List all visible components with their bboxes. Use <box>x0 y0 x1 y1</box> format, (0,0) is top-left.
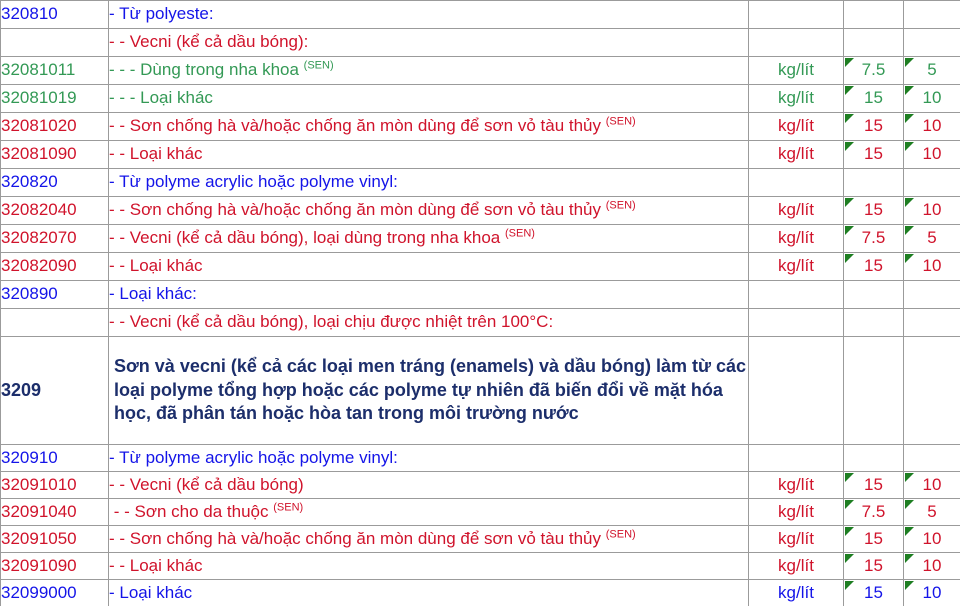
hs-code-cell[interactable]: 32082040 <box>1 197 109 225</box>
unit-cell[interactable]: kg/lít <box>749 580 844 606</box>
preferential-rate-cell[interactable] <box>844 1 904 29</box>
table-row <box>1 1 960 29</box>
hs-code-cell[interactable]: 32081020 <box>1 113 109 141</box>
description-cell[interactable]: - - Loại khác <box>109 141 749 169</box>
special-rate-cell[interactable]: 10 <box>904 472 960 499</box>
special-rate-cell[interactable]: 5 <box>904 225 960 253</box>
table-row <box>1 499 960 526</box>
table-row <box>1 85 960 113</box>
description-cell[interactable]: - - Sơn chống hà và/hoặc chống ăn mòn dùng để sơn vỏ tàu thủy $^{(SEN)}$ <box>109 113 749 141</box>
hs-code-cell[interactable]: 32081090 <box>1 141 109 169</box>
unit-cell[interactable]: kg/lít <box>749 253 844 281</box>
special-rate-cell[interactable] <box>904 1 960 29</box>
preferential-rate-cell[interactable] <box>844 169 904 197</box>
preferential-rate-cell[interactable] <box>844 29 904 57</box>
hs-code-cell[interactable]: 32081011 <box>1 57 109 85</box>
description-cell[interactable]: - - Loại khác <box>109 253 749 281</box>
unit-cell[interactable] <box>749 337 844 445</box>
preferential-rate-cell[interactable]: 7.5 <box>844 57 904 85</box>
special-rate-cell[interactable] <box>904 309 960 337</box>
hs-code-cell[interactable]: 32091040 <box>1 499 109 526</box>
special-rate-cell[interactable]: 5 <box>904 57 960 85</box>
preferential-rate-cell[interactable]: 7.5 <box>844 225 904 253</box>
preferential-rate-cell[interactable]: 15 <box>844 472 904 499</box>
hs-code-cell[interactable]: 3209 <box>1 337 109 445</box>
unit-cell[interactable] <box>749 281 844 309</box>
hs-code-cell[interactable]: 32091050 <box>1 526 109 553</box>
special-rate-cell[interactable]: 10 <box>904 580 960 606</box>
hs-code-cell[interactable]: 32091010 <box>1 472 109 499</box>
description-cell[interactable]: - - Vecni (kể cả dầu bóng): <box>109 29 749 57</box>
unit-cell[interactable]: kg/lít <box>749 85 844 113</box>
unit-cell[interactable]: kg/lít <box>749 472 844 499</box>
preferential-rate-cell[interactable] <box>844 337 904 445</box>
description-cell[interactable]: Sơn và vecni (kể cả các loại men tráng (enamels) và dầu bóng) làm từ các loại polyme tổng hợp hoặc các polyme tự nhiên đã biến đổi về mặt hóa học, đã phân tán hoặc hòa tan trong môi trường nước <box>109 337 749 445</box>
unit-cell[interactable] <box>749 29 844 57</box>
unit-cell[interactable]: kg/lít <box>749 57 844 85</box>
preferential-rate-cell[interactable]: 15 <box>844 85 904 113</box>
table-row <box>1 113 960 141</box>
special-rate-cell[interactable]: 10 <box>904 197 960 225</box>
preferential-rate-cell[interactable] <box>844 445 904 472</box>
unit-cell[interactable]: kg/lít <box>749 197 844 225</box>
unit-cell[interactable]: kg/lít <box>749 526 844 553</box>
table-row <box>1 141 960 169</box>
table-row <box>1 253 960 281</box>
description-cell[interactable]: - - - Loại khác <box>109 85 749 113</box>
table-row <box>1 29 960 57</box>
special-rate-cell[interactable] <box>904 337 960 445</box>
sen-superscript: (SEN) <box>504 227 535 240</box>
table-row <box>1 445 960 472</box>
preferential-rate-cell[interactable]: 15 <box>844 113 904 141</box>
description-cell[interactable]: - - Sơn chống hà và/hoặc chống ăn mòn dùng để sơn vỏ tàu thủy $^{(SEN)}$ <box>109 526 749 553</box>
special-rate-cell[interactable]: 10 <box>904 526 960 553</box>
sen-superscript: (SEN) <box>303 59 334 72</box>
special-rate-cell[interactable]: 10 <box>904 141 960 169</box>
preferential-rate-cell[interactable]: 15 <box>844 553 904 580</box>
description-cell[interactable]: - - - Dùng trong nha khoa $^{(SEN)}$ <box>109 57 749 85</box>
special-rate-cell[interactable] <box>904 281 960 309</box>
table-row <box>1 309 960 337</box>
description-cell[interactable]: - - Vecni (kể cả dầu bóng), loại dùng trong nha khoa $^{(SEN)}$ <box>109 225 749 253</box>
unit-cell[interactable]: kg/lít <box>749 113 844 141</box>
hs-code-cell[interactable]: 32081019 <box>1 85 109 113</box>
table-row <box>1 553 960 580</box>
description-cell[interactable]: - Loại khác: <box>109 281 749 309</box>
special-rate-cell[interactable]: 5 <box>904 499 960 526</box>
special-rate-cell[interactable]: 10 <box>904 253 960 281</box>
description-cell[interactable]: - Từ polyme acrylic hoặc polyme vinyl: <box>109 169 749 197</box>
unit-cell[interactable]: kg/lít <box>749 141 844 169</box>
preferential-rate-cell[interactable]: 7.5 <box>844 499 904 526</box>
hs-code-cell[interactable]: 320890 <box>1 281 109 309</box>
unit-cell[interactable]: kg/lít <box>749 553 844 580</box>
unit-cell[interactable] <box>749 169 844 197</box>
special-rate-cell[interactable]: 10 <box>904 553 960 580</box>
unit-cell[interactable]: kg/lít <box>749 225 844 253</box>
unit-cell[interactable] <box>749 309 844 337</box>
special-rate-cell[interactable] <box>904 169 960 197</box>
description-cell[interactable]: - Từ polyme acrylic hoặc polyme vinyl: <box>109 445 749 472</box>
description-cell[interactable]: - - Sơn cho da thuộc $^{(SEN)}$ <box>109 499 749 526</box>
description-cell[interactable]: - - Vecni (kể cả dầu bóng), loại chịu được nhiệt trên 100°C: <box>109 309 749 337</box>
table-row <box>1 472 960 499</box>
special-rate-cell[interactable] <box>904 29 960 57</box>
description-cell[interactable]: - - Vecni (kể cả dầu bóng) <box>109 472 749 499</box>
preferential-rate-cell[interactable] <box>844 309 904 337</box>
hs-code-cell[interactable]: 32099000 <box>1 580 109 606</box>
tariff-table-body <box>1 1 960 606</box>
sen-superscript: (SEN) <box>273 501 304 514</box>
unit-cell[interactable] <box>749 1 844 29</box>
description-cell[interactable]: - - Loại khác <box>109 553 749 580</box>
sen-superscript: (SEN) <box>605 199 636 212</box>
table-row <box>1 197 960 225</box>
special-rate-cell[interactable]: 10 <box>904 113 960 141</box>
table-row <box>1 225 960 253</box>
hs-code-cell[interactable]: 32082090 <box>1 253 109 281</box>
hs-code-cell[interactable]: 32082070 <box>1 225 109 253</box>
preferential-rate-cell[interactable] <box>844 281 904 309</box>
unit-cell[interactable] <box>749 445 844 472</box>
description-cell[interactable]: - Loại khác <box>109 580 749 606</box>
special-rate-cell[interactable] <box>904 445 960 472</box>
preferential-rate-cell[interactable]: 15 <box>844 526 904 553</box>
hs-code-cell[interactable]: 320820 <box>1 169 109 197</box>
table-row <box>1 57 960 85</box>
preferential-rate-cell[interactable]: 15 <box>844 580 904 606</box>
unit-cell[interactable]: kg/lít <box>749 499 844 526</box>
table-row <box>1 580 960 606</box>
special-rate-cell[interactable]: 10 <box>904 85 960 113</box>
table-row <box>1 526 960 553</box>
table-row <box>1 169 960 197</box>
sen-superscript: (SEN) <box>605 115 636 128</box>
preferential-rate-cell[interactable]: 15 <box>844 197 904 225</box>
hs-code-cell[interactable]: 320910 <box>1 445 109 472</box>
hs-code-cell[interactable] <box>1 309 109 337</box>
table-row <box>1 281 960 309</box>
hs-code-cell[interactable]: 320810 <box>1 1 109 29</box>
sen-superscript: (SEN) <box>605 528 636 541</box>
description-cell[interactable]: - Từ polyeste: <box>109 1 749 29</box>
preferential-rate-cell[interactable]: 15 <box>844 141 904 169</box>
description-cell[interactable]: - - Sơn chống hà và/hoặc chống ăn mòn dùng để sơn vỏ tàu thủy $^{(SEN)}$ <box>109 197 749 225</box>
hs-code-cell[interactable] <box>1 29 109 57</box>
preferential-rate-cell[interactable]: 15 <box>844 253 904 281</box>
table-row <box>1 337 960 445</box>
hs-code-cell[interactable]: 32091090 <box>1 553 109 580</box>
